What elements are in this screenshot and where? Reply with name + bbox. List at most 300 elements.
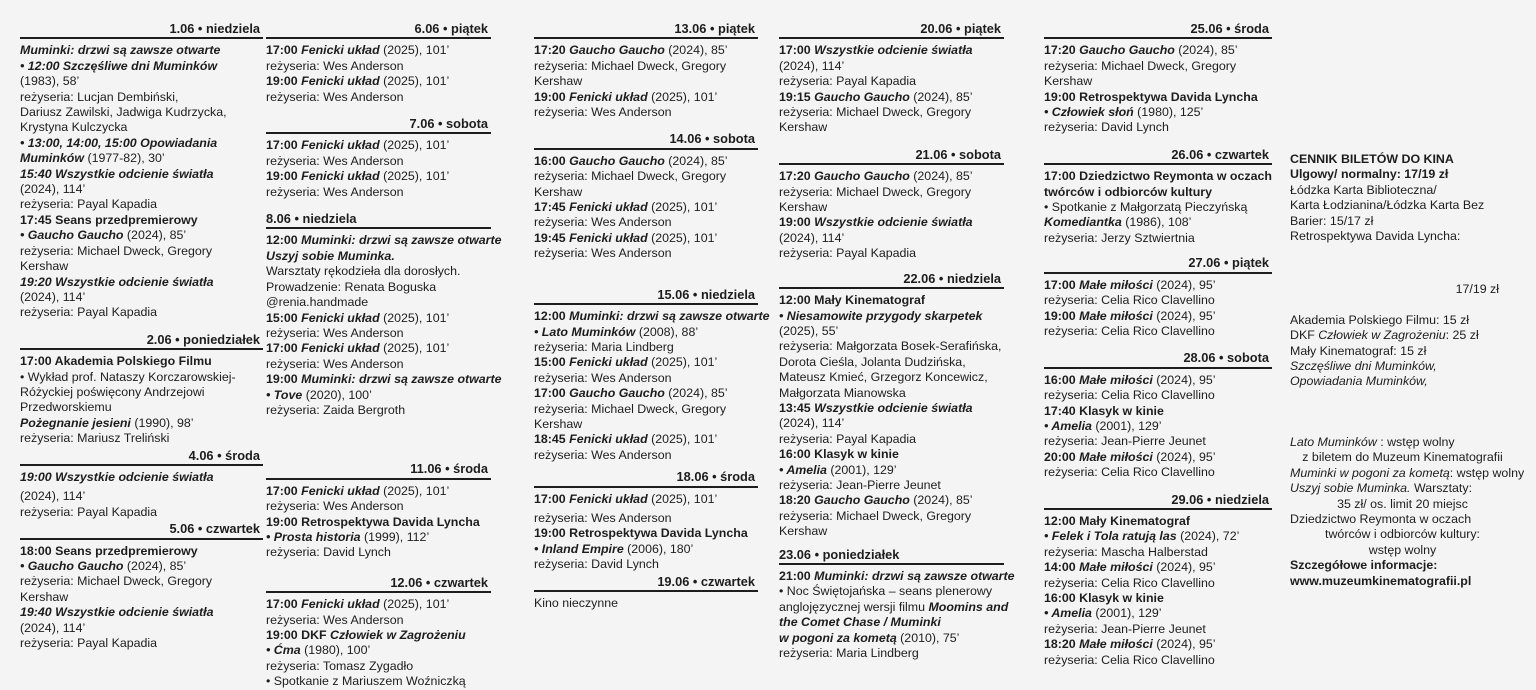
- schedule-line: Kershaw: [534, 184, 583, 199]
- price-pogon-title: Muminki w pogoni za kometą: [1290, 465, 1450, 480]
- schedule-line: [266, 341, 491, 356]
- schedule-text: 17:00: [266, 138, 302, 153]
- schedule-text: • Tove: [266, 387, 303, 402]
- schedule-column-1: [20, 20, 263, 651]
- schedule-line: reżyseria: Maria Lindberg: [779, 646, 919, 661]
- schedule-line: [266, 311, 491, 326]
- schedule-line: [779, 599, 1009, 615]
- day-block: [20, 331, 263, 447]
- schedule-line: [1044, 215, 1272, 230]
- schedule-text: (1986), 108’: [1121, 215, 1192, 230]
- schedule-line: 19:40 Wszystkie odcienie światła: [20, 605, 214, 620]
- schedule-text: Małe miłości: [1079, 560, 1153, 575]
- schedule-text: (2024), 85’: [909, 89, 973, 104]
- schedule-text: Fenicki układ: [569, 355, 648, 370]
- schedule-line: reżyseria: Payal Kapadia: [779, 246, 917, 261]
- schedule-line: Kershaw: [1044, 74, 1093, 89]
- day-block: [20, 20, 263, 321]
- schedule-text: • Lato Muminków: [534, 324, 636, 339]
- schedule-text: Fenicki układ: [301, 341, 380, 356]
- schedule-line: [1044, 529, 1272, 544]
- day-header: 2.06 • poniedziałek: [20, 331, 263, 350]
- schedule-line: reżyseria: David Lynch: [1044, 120, 1169, 135]
- schedule-text: Komediantka: [1044, 215, 1122, 230]
- schedule-line: [779, 493, 1004, 508]
- day-block: [779, 146, 1004, 262]
- schedule-line: Kershaw: [779, 524, 828, 539]
- schedule-line: [534, 492, 758, 507]
- schedule-text: (2001), 129’: [1091, 606, 1162, 621]
- schedule-text: 17:45: [534, 200, 570, 215]
- schedule-text: Fenicki układ: [569, 491, 648, 506]
- schedule-text: 14:00: [1044, 560, 1080, 575]
- schedule-line: reżyseria: Wes Anderson: [266, 184, 404, 199]
- schedule-line: Kershaw: [534, 416, 583, 431]
- schedule-text: Małe miłości: [1079, 372, 1153, 387]
- price-list: [1290, 152, 1525, 589]
- schedule-line: reżyseria: Michael Dweck, Gregory: [534, 169, 727, 184]
- schedule-column-2: [266, 20, 502, 690]
- day-header: 21.06 • sobota: [779, 146, 1004, 165]
- schedule-line: • Spotkanie z Mariuszem Woźniczką: [266, 674, 466, 689]
- schedule-text: Fenicki układ: [301, 43, 380, 58]
- schedule-text: Małe miłości: [1079, 449, 1153, 464]
- schedule-text: • Ćma: [266, 643, 301, 658]
- schedule-line: Dariusz Zawilski, Jadwiga Kudrzycka,: [20, 105, 227, 120]
- schedule-line: reżyseria: Payal Kapadia: [20, 305, 158, 320]
- price-reym-3: wstęp wolny: [1368, 542, 1437, 557]
- schedule-text: Fenicki układ: [301, 169, 380, 184]
- day-header: 27.06 • piątek: [1044, 254, 1272, 273]
- schedule-text: (2025), 101’: [379, 597, 450, 612]
- info-heading: Szczegółowe informacje:: [1290, 558, 1438, 573]
- price-lato-title: Lato Muminków: [1290, 434, 1377, 449]
- day-header: 28.06 • sobota: [1044, 349, 1272, 368]
- schedule-text: Gaucho Gaucho: [569, 43, 665, 58]
- schedule-text: Muminki: drzwi są zawsze otwarte: [569, 309, 770, 324]
- schedule-text: 18:20: [1044, 637, 1080, 652]
- schedule-text: • Człowiek słoń: [1044, 105, 1134, 120]
- schedule-line: reżyseria: Małgorzata Bosek-Serafińska,: [779, 339, 1002, 354]
- price-reym-1: Dziedzictwo Reymonta w oczach: [1290, 511, 1472, 526]
- schedule-text: 19:00 DKF: [266, 628, 331, 642]
- schedule-line: reżyseria: Wes Anderson: [266, 153, 404, 168]
- schedule-text: (2024), 95’: [1152, 560, 1216, 575]
- schedule-line: reżyseria: Michael Dweck, Gregory: [20, 574, 213, 589]
- schedule-line: Kershaw: [779, 120, 828, 135]
- schedule-line: Kershaw: [20, 259, 69, 274]
- schedule-line: [1044, 419, 1272, 434]
- price-retro: Retrospektywa Davida Lyncha:: [1290, 229, 1461, 244]
- schedule-line: [534, 386, 758, 401]
- schedule-text: (2001), 129’: [1091, 418, 1162, 433]
- price-card-line-1: Łódzka Karta Biblioteczna/: [1290, 182, 1437, 197]
- day-block: [20, 447, 263, 521]
- schedule-text: (2025), 101’: [647, 89, 718, 104]
- schedule-line: reżyseria: Wes Anderson: [266, 499, 404, 514]
- price-list-title: CENNIK BILETÓW DO KINA: [1290, 152, 1454, 166]
- price-card-line-3: Barier: 15/17 zł: [1290, 213, 1374, 228]
- day-block: [779, 20, 1004, 136]
- day-header: 8.06 • niedziela: [266, 210, 491, 229]
- schedule-text: (1990), 98’: [130, 415, 194, 430]
- schedule-line: (1983), 58’: [20, 74, 80, 89]
- schedule-line: • Niesamowite przygody skarpetek: [779, 308, 983, 323]
- schedule-line: reżyseria: Jerzy Sztwiertnia: [1044, 230, 1195, 245]
- schedule-line: reżyseria: Jean-Pierre Jeunet: [779, 477, 941, 492]
- day-header: 29.06 • niedziela: [1044, 491, 1272, 510]
- schedule-line: reżyseria: Celia Rico Clavellino: [1044, 652, 1215, 667]
- schedule-text: (2024), 85’: [664, 153, 728, 168]
- schedule-line: 19:00 Retrospektywa Davida Lyncha: [534, 526, 748, 541]
- schedule-text: Gaucho Gaucho: [569, 386, 665, 401]
- schedule-text: Gaucho Gaucho: [814, 493, 910, 508]
- schedule-line: reżyseria: Michael Dweck, Gregory: [779, 105, 972, 120]
- schedule-line: • 12:00 Szczęśliwe dni Muminków: [20, 58, 218, 73]
- schedule-line: [1044, 637, 1272, 652]
- day-block: [534, 20, 758, 120]
- schedule-line: [20, 151, 263, 166]
- day-header: 15.06 • niedziela: [534, 286, 758, 305]
- schedule-line: [266, 43, 491, 58]
- schedule-line: [20, 416, 263, 431]
- schedule-line: • 13:00, 14:00, 15:00 Opowiadania: [20, 135, 218, 150]
- schedule-line: Przedworskiemu: [20, 400, 112, 415]
- day-header: 14.06 • sobota: [534, 130, 758, 149]
- schedule-line: reżyseria: Michael Dweck, Gregory: [1044, 58, 1237, 73]
- schedule-line: [1044, 105, 1272, 120]
- schedule-line: Kershaw: [534, 74, 583, 89]
- price-apf: Akademia Polskiego Filmu: 15 zł: [1290, 312, 1470, 327]
- schedule-line: Mateusz Kmieć, Grzegorz Koncewicz,: [779, 370, 988, 385]
- price-mk: Mały Kinematograf: 15 zł: [1290, 343, 1427, 358]
- schedule-text: • Amelia: [1044, 606, 1092, 621]
- schedule-text: (2020), 100’: [302, 387, 372, 402]
- schedule-line: reżyseria: Payal Kapadia: [20, 197, 158, 212]
- schedule-text: 18:20: [779, 493, 815, 508]
- schedule-text: (1980), 125’: [1133, 105, 1204, 120]
- schedule-line: reżyseria: Maria Lindberg: [534, 339, 674, 354]
- price-dkf-title: Człowiek w Zagrożeniu: [1318, 328, 1446, 343]
- schedule-line: reżyseria: Michael Dweck, Gregory: [534, 401, 727, 416]
- schedule-line: 17:45 Seans przedpremierowy: [20, 212, 198, 227]
- schedule-line: 16:00 Klasyk w kinie: [1044, 591, 1164, 605]
- schedule-text: 19:00: [779, 215, 815, 230]
- schedule-text: Wszystkie odcienie światła: [814, 215, 973, 230]
- schedule-text: Gaucho Gaucho: [569, 153, 665, 168]
- schedule-text: Fenicki układ: [301, 483, 380, 498]
- day-block: [266, 574, 491, 690]
- day-header: 5.06 • czwartek: [20, 520, 263, 539]
- schedule-text: Fenicki układ: [569, 230, 648, 245]
- day-block: [1044, 254, 1272, 339]
- day-block: [534, 286, 770, 463]
- schedule-text: (2024), 85’: [123, 559, 187, 573]
- schedule-line: Kershaw: [779, 200, 828, 215]
- schedule-text: (2001), 129’: [826, 462, 897, 477]
- schedule-text: 17:00: [534, 491, 570, 506]
- day-header: 20.06 • piątek: [779, 20, 1004, 39]
- schedule-line: reżyseria: Wes Anderson: [534, 215, 672, 230]
- schedule-line: reżyseria: Mariusz Treliński: [20, 431, 170, 446]
- schedule-line: [1044, 450, 1272, 465]
- schedule-text: 19:15: [779, 89, 815, 104]
- schedule-text: Małe miłości: [1079, 637, 1153, 652]
- schedule-line: Uszyj sobie Muminka.: [266, 248, 395, 263]
- schedule-text: • Felek i Tola ratują las: [1044, 529, 1177, 544]
- schedule-line: [266, 233, 502, 248]
- schedule-line: (2024), 114’: [20, 182, 86, 197]
- schedule-text: (1980), 100’: [300, 643, 371, 658]
- schedule-text: Fenicki układ: [569, 89, 648, 104]
- schedule-line: [266, 530, 491, 545]
- day-header: 12.06 • czwartek: [266, 574, 491, 593]
- schedule-line: [266, 138, 491, 153]
- schedule-text: 15:00: [534, 355, 570, 370]
- schedule-line: [266, 597, 491, 612]
- schedule-line: Różyckiej poświęcony Andrzejowi: [20, 384, 205, 399]
- day-header: 4.06 • środa: [20, 447, 263, 466]
- day-block: [1044, 20, 1272, 136]
- price-uszyj-price: 35 zł/ os. limit 20 miejsc: [1337, 496, 1468, 511]
- schedule-text: 19:00: [266, 169, 302, 184]
- schedule-text: 17:20: [534, 43, 570, 58]
- schedule-column-5: [1044, 20, 1272, 668]
- schedule-line: 17:00 Dziedzictwo Reymonta w oczach: [1044, 169, 1272, 184]
- schedule-line: [266, 484, 491, 499]
- schedule-text: (2024), 85’: [664, 43, 728, 58]
- schedule-text: Fenicki układ: [301, 597, 380, 612]
- schedule-line: reżyseria: Payal Kapadia: [20, 636, 158, 651]
- schedule-text: 19:00: [266, 74, 302, 89]
- price-dkf: [1290, 328, 1515, 343]
- schedule-line: [266, 372, 502, 387]
- price-lato-2: z biletem do Muzeum Kinematografii: [1302, 450, 1503, 465]
- schedule-text: 17:00: [266, 341, 302, 356]
- schedule-text: 19:45: [534, 230, 570, 245]
- schedule-column-4: [779, 20, 1015, 661]
- day-header: 19.06 • czwartek: [534, 573, 758, 592]
- schedule-line: [534, 154, 758, 169]
- schedule-text: (2024), 95’: [1152, 637, 1216, 652]
- day-header: 18.06 • środa: [534, 468, 758, 487]
- schedule-line: reżyseria: Lucjan Dembiński,: [20, 89, 179, 104]
- schedule-text: 17:00: [1044, 277, 1080, 292]
- schedule-line: reżyseria: Wes Anderson: [266, 58, 404, 73]
- schedule-text: (2025), 101’: [379, 341, 450, 356]
- schedule-text: (2025), 101’: [647, 432, 718, 447]
- schedule-text: Fenicki układ: [301, 74, 380, 89]
- schedule-text: (2025), 101’: [379, 74, 450, 89]
- schedule-line: [534, 200, 758, 215]
- schedule-text: (2025), 101’: [647, 355, 718, 370]
- schedule-line: reżyseria: Michael Dweck, Gregory: [534, 58, 727, 73]
- day-block: [779, 546, 1015, 662]
- schedule-text: Fenicki układ: [569, 432, 648, 447]
- day-header: 13.06 • piątek: [534, 20, 758, 39]
- schedule-line: reżyseria: Wes Anderson: [266, 612, 404, 627]
- schedule-line: reżyseria: Tomasz Zygadło: [266, 658, 414, 673]
- schedule-line: [779, 43, 1004, 58]
- schedule-line: 18:00 Seans przedpremierowy: [20, 543, 198, 558]
- schedule-text: Gaucho Gaucho: [1079, 43, 1175, 58]
- day-block: [534, 468, 758, 572]
- schedule-line: reżyseria: Payal Kapadia: [779, 74, 917, 89]
- schedule-text: 12:00: [534, 309, 570, 324]
- schedule-text: (1977-82), 30’: [84, 151, 165, 166]
- schedule-text: 12:00: [266, 233, 302, 248]
- schedule-text: • Gaucho Gaucho: [20, 228, 124, 243]
- schedule-text: (2024), 95’: [1152, 372, 1216, 387]
- schedule-line: [779, 90, 1004, 105]
- schedule-line: reżyseria: Michael Dweck, Gregory: [779, 184, 972, 199]
- schedule-line: [20, 559, 263, 574]
- schedule-text: (2025), 101’: [379, 483, 450, 498]
- schedule-line: Małgorzata Mianowska: [779, 385, 906, 400]
- schedule-line: reżyseria: Wes Anderson: [534, 370, 672, 385]
- day-header: 7.06 • sobota: [266, 115, 491, 134]
- schedule-text: 16:00: [1044, 372, 1080, 387]
- schedule-line: [534, 355, 758, 370]
- schedule-text: (2010), 75’: [896, 630, 960, 645]
- schedule-text: (2006), 180’: [623, 541, 694, 556]
- day-block: [266, 20, 491, 105]
- day-header: 22.06 • niedziela: [779, 270, 1004, 289]
- price-lato: [1290, 435, 1515, 450]
- schedule-text: 19:00: [266, 372, 302, 387]
- schedule-text: 15:00: [266, 310, 302, 325]
- schedule-text: (2024), 85’: [664, 386, 728, 401]
- day-block: [534, 573, 758, 612]
- schedule-text: (2024), 95’: [1152, 277, 1216, 292]
- day-header: 1.06 • niedziela: [20, 20, 263, 39]
- day-header: 6.06 • piątek: [266, 20, 491, 39]
- day-block: [534, 130, 758, 261]
- schedule-text: 21:00: [779, 569, 815, 583]
- schedule-text: • Amelia: [1044, 418, 1092, 433]
- schedule-line: [534, 231, 758, 246]
- price-pogon: [1290, 465, 1525, 481]
- schedule-line: (2024), 114’: [20, 289, 86, 304]
- schedule-text: 17:00: [534, 386, 570, 401]
- schedule-text: (1999), 112’: [360, 529, 430, 544]
- schedule-line: [20, 228, 263, 243]
- day-block: [266, 460, 491, 560]
- schedule-line: [1044, 278, 1272, 293]
- schedule-text: (2025), 101’: [379, 43, 450, 58]
- schedule-line: [779, 463, 1004, 478]
- schedule-line: [266, 643, 491, 658]
- schedule-line: 19:00 Retrospektywa Davida Lyncha: [266, 514, 480, 529]
- schedule-text: (2024), 95’: [1152, 449, 1216, 464]
- price-mum-2: Opowiadania Muminków,: [1290, 374, 1428, 389]
- schedule-text: Muminków: [20, 151, 85, 166]
- schedule-line: reżyseria: Wes Anderson: [266, 325, 404, 340]
- day-block: [266, 115, 491, 200]
- schedule-text: • Inland Empire: [534, 541, 624, 556]
- schedule-line: reżyseria: Wes Anderson: [534, 447, 672, 462]
- schedule-line: the Comet Chase / Muminki: [779, 615, 941, 630]
- schedule-line: [1044, 560, 1272, 575]
- day-block: [1044, 491, 1272, 668]
- schedule-line: (2024), 114’: [779, 416, 845, 431]
- schedule-text: (2025), 101’: [379, 169, 450, 184]
- schedule-line: reżyseria: Celia Rico Clavellino: [1044, 388, 1215, 403]
- schedule-line: [779, 215, 1004, 230]
- schedule-line: reżyseria: Wes Anderson: [266, 89, 404, 104]
- schedule-line: (2024), 114’: [20, 489, 86, 504]
- schedule-line: reżyseria: Jean-Pierre Jeunet: [1044, 621, 1206, 636]
- schedule-line: reżyseria: Michael Dweck, Gregory: [20, 243, 213, 258]
- day-block: [1044, 146, 1272, 246]
- schedule-line: [266, 388, 491, 403]
- schedule-line: Kino nieczynne: [534, 596, 619, 610]
- schedule-text: anglojęzycznej wersji filmu: [779, 599, 929, 614]
- schedule-line: reżyseria: Mascha Halberstad: [1044, 544, 1208, 559]
- schedule-line: (2024), 114’: [779, 58, 845, 73]
- schedule-text: (2008), 88’: [635, 324, 699, 339]
- day-block: [266, 210, 502, 418]
- schedule-text: (2025), 101’: [647, 200, 718, 215]
- schedule-text: Fenicki układ: [301, 138, 380, 153]
- schedule-line: Kershaw: [20, 589, 69, 604]
- price-dkf-prefix: DKF: [1290, 328, 1319, 343]
- schedule-text: (2025), 101’: [647, 230, 718, 245]
- schedule-line: reżyseria: Wes Anderson: [266, 356, 404, 371]
- schedule-line: reżyseria: David Lynch: [266, 545, 391, 560]
- schedule-text: Gaucho Gaucho: [814, 89, 910, 104]
- schedule-line: (2024), 114’: [20, 620, 86, 635]
- schedule-line: • Spotkanie z Małgorzatą Pieczyńską: [1044, 200, 1248, 215]
- price-uszyj-suffix: Warsztaty:: [1410, 481, 1473, 496]
- schedule-line: (2024), 114’: [779, 230, 845, 245]
- schedule-text: Fenicki układ: [301, 310, 380, 325]
- schedule-text: • Amelia: [779, 462, 827, 477]
- schedule-text: (2024), 95’: [1152, 308, 1216, 323]
- price-uszyj: [1290, 481, 1515, 496]
- schedule-line: 19:00 Retrospektywa Davida Lyncha: [1044, 89, 1258, 104]
- schedule-text: 17:20: [1044, 43, 1080, 58]
- schedule-text: Wszystkie odcienie światła: [814, 43, 973, 58]
- schedule-text: Muminki: drzwi są zawsze otwarte: [301, 372, 502, 387]
- schedule-line: 12:00 Mały Kinematograf: [779, 293, 925, 308]
- schedule-line: [1044, 43, 1272, 58]
- schedule-line: reżyseria: Celia Rico Clavellino: [1044, 575, 1215, 590]
- schedule-text: 17:00: [266, 597, 302, 612]
- schedule-text: (2024), 85’: [909, 169, 973, 184]
- schedule-line: reżyseria: David Lynch: [534, 557, 659, 572]
- price-retro-value: 17/19 zł: [1455, 282, 1499, 297]
- schedule-line: [779, 401, 1004, 416]
- schedule-line: 16:00 Klasyk w kinie: [779, 447, 899, 462]
- schedule-line: reżyseria: Payal Kapadia: [779, 431, 917, 446]
- schedule-text: Gaucho Gaucho: [814, 169, 910, 184]
- schedule-line: [534, 43, 758, 58]
- day-block: [779, 270, 1004, 540]
- schedule-line: reżyseria: Jean-Pierre Jeunet: [1044, 434, 1206, 449]
- info-website: www.muzeumkinematografii.pl: [1290, 573, 1472, 588]
- price-reym-2: twórców i odbiorców kultury:: [1325, 527, 1480, 542]
- price-lato-suffix: : wstęp wolny: [1376, 434, 1455, 449]
- price-card-line-2: Karta Łodzianina/Łódzka Karta Bez: [1290, 198, 1485, 213]
- schedule-text: Małe miłości: [1079, 308, 1153, 323]
- schedule-line: • Noc Świętojańska – seans plenerowy: [779, 584, 993, 599]
- schedule-line: [266, 628, 491, 643]
- schedule-text: Małe miłości: [1079, 277, 1153, 292]
- schedule-line: reżyseria: Payal Kapadia: [20, 504, 158, 519]
- schedule-text: 16:00: [534, 153, 570, 168]
- price-normal: Ulgowy/ normalny: 17/19 zł: [1290, 167, 1449, 182]
